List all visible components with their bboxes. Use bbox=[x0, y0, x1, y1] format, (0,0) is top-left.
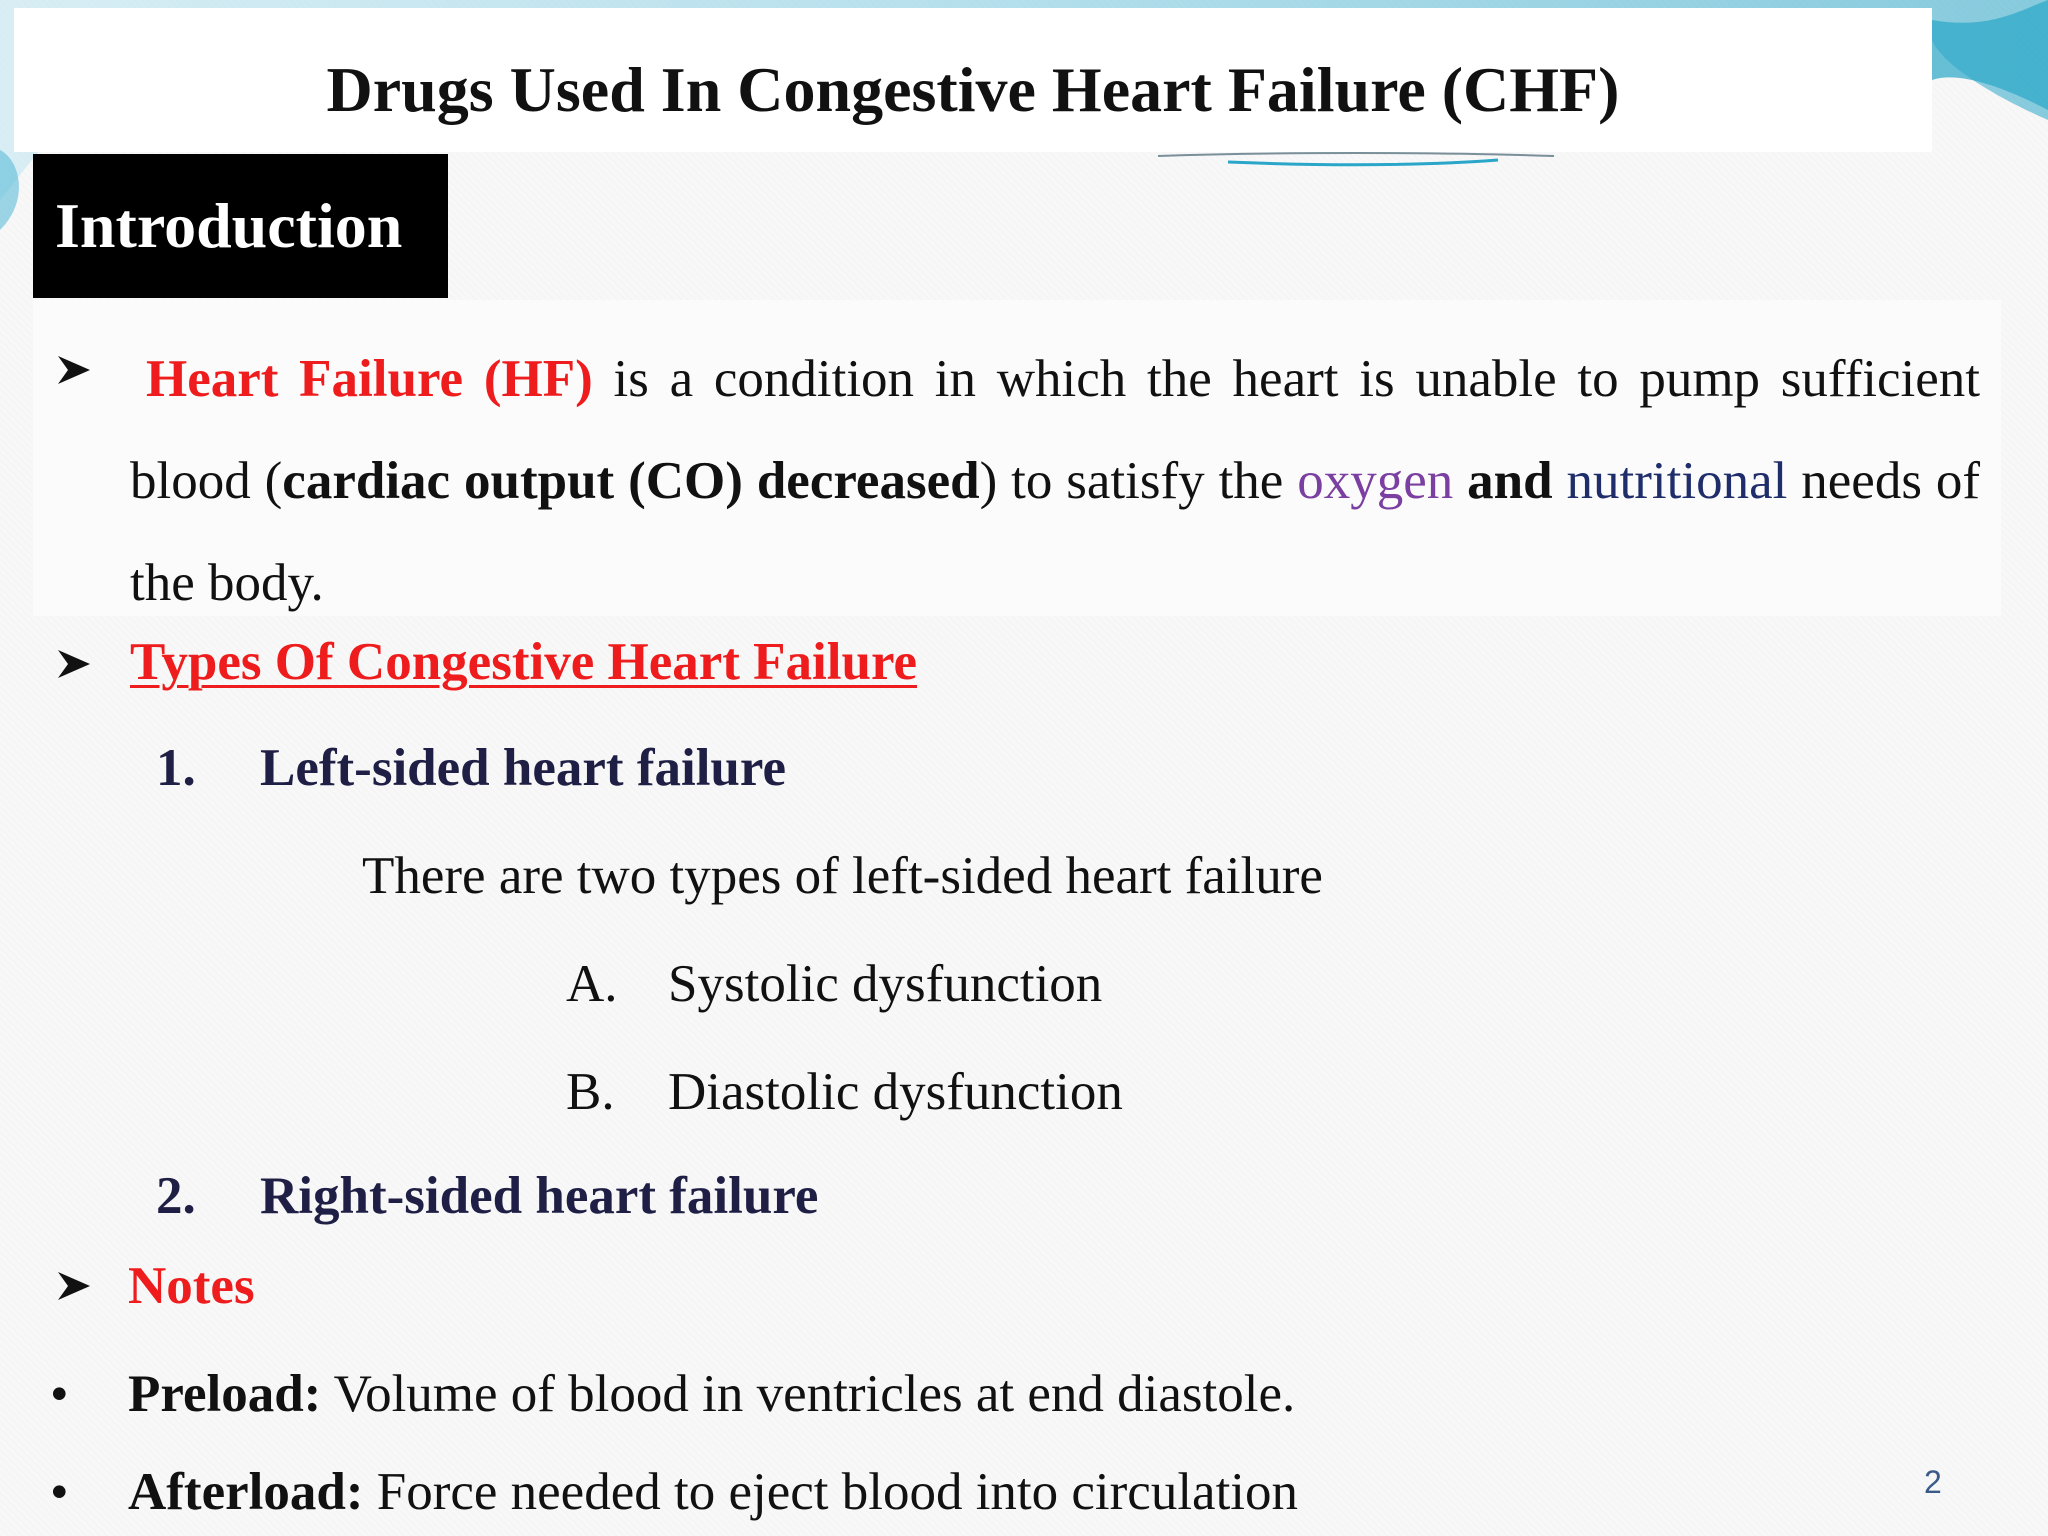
bullet-dot: • bbox=[50, 1463, 69, 1521]
note-term: Afterload: bbox=[128, 1463, 364, 1521]
list-number: 1. bbox=[156, 739, 196, 797]
subtype-label: Systolic dysfunction bbox=[668, 955, 1103, 1013]
list-label: Left-sided heart failure bbox=[260, 739, 786, 797]
and-word: and bbox=[1453, 452, 1567, 510]
list-number: 2. bbox=[156, 1167, 196, 1225]
note-desc: Force needed to eject blood into circulation bbox=[363, 1463, 1299, 1521]
intro-text-3: needs of the body. bbox=[130, 452, 1981, 612]
nutritional-word: nutritional bbox=[1566, 452, 1788, 510]
title-underline-decoration bbox=[1158, 150, 1554, 170]
left-sided-intro: There are two types of left-sided heart failure bbox=[362, 847, 1323, 905]
note-term: Preload: bbox=[128, 1365, 322, 1423]
note-preload bbox=[128, 1358, 1295, 1430]
note-desc: Volume of blood in ventricles at end diastole. bbox=[321, 1365, 1296, 1423]
subtype-letter: B. bbox=[566, 1063, 615, 1121]
types-heading: Types Of Congestive Heart Failure bbox=[130, 633, 918, 691]
slide-page-number: 2 bbox=[1924, 1464, 1942, 1500]
subtype-letter: A. bbox=[566, 955, 618, 1013]
co-decreased: cardiac output (CO) decreased bbox=[282, 452, 980, 510]
oxygen-word: oxygen bbox=[1297, 452, 1454, 510]
arrowhead-bullet-icon bbox=[56, 1268, 92, 1304]
notes-heading: Notes bbox=[128, 1257, 255, 1315]
arrowhead-bullet-icon bbox=[56, 352, 92, 388]
arrowhead-bullet-icon bbox=[56, 646, 92, 682]
list-label: Right-sided heart failure bbox=[260, 1167, 819, 1225]
intro-paragraph bbox=[130, 328, 1980, 634]
intro-text-2: ) to satisfy the bbox=[979, 452, 1298, 510]
section-tag-introduction: Introduction bbox=[33, 154, 448, 298]
hf-term: Heart Failure (HF) bbox=[146, 350, 593, 408]
subtype-label: Diastolic dysfunction bbox=[668, 1063, 1123, 1121]
slide-title: Drugs Used In Congestive Heart Failure (CHF) bbox=[326, 54, 1620, 125]
intro-text-1: is a condition in which the heart is unable to pump sufficient blood ( bbox=[130, 350, 1980, 510]
bullet-dot: • bbox=[50, 1365, 69, 1423]
note-afterload bbox=[128, 1456, 1298, 1528]
